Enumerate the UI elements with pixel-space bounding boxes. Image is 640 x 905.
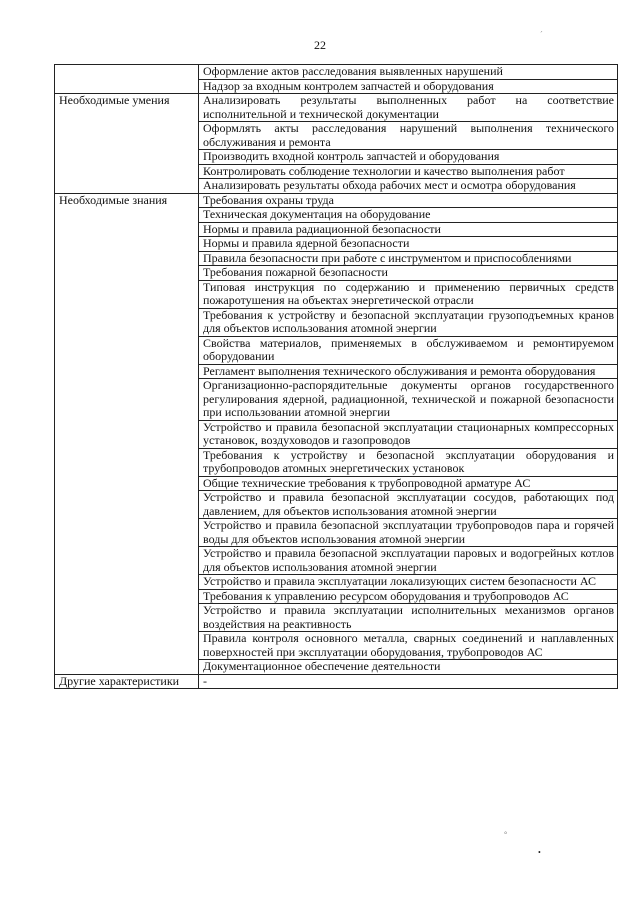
row-category-label: Необходимые умения	[55, 94, 199, 194]
row-item-text: Требования к управлению ресурсом оборудования и трубопроводов АС	[199, 589, 618, 604]
row-item-text: Оформлять акты расследования нарушений выполнения технического обслуживания и ремонта	[199, 122, 618, 150]
row-item-text: Анализировать результаты выполненных работ на соответствие исполнительной и технической документации	[199, 94, 618, 122]
table-row	[55, 65, 618, 80]
table-row	[55, 94, 618, 122]
row-item-text: Устройство и правила эксплуатации локализующих систем безопасности АС	[199, 575, 618, 590]
scan-speck: ´	[540, 30, 543, 39]
row-item-text: Документационное обеспечение деятельности	[199, 660, 618, 675]
row-item-text: Типовая инструкция по содержанию и применению первичных средств пожаротушения на объектах энергетической отрасли	[199, 280, 618, 308]
row-item-text: Устройство и правила эксплуатации исполнительных механизмов органов воздействия на реактивность	[199, 604, 618, 632]
row-item-text: Устройство и правила безопасной эксплуатации паровых и водогрейных котлов для объектов использования атомной энергии	[199, 547, 618, 575]
row-item-text: Требования пожарной безопасности	[199, 266, 618, 281]
row-item-text: -	[199, 674, 618, 689]
page-number: 22	[314, 38, 326, 52]
row-item-text: Нормы и правила радиационной безопасности	[199, 222, 618, 237]
row-item-text: Устройство и правила безопасной эксплуатации сосудов, работающих под давлением, для объектов использования атомной энергии	[199, 491, 618, 519]
row-item-text: Требования охраны труда	[199, 193, 618, 208]
row-item-text: Регламент выполнения технического обслуживания и ремонта оборудования	[199, 364, 618, 379]
row-item-text: Производить входной контроль запчастей и оборудования	[199, 150, 618, 165]
row-item-text: Требования к устройству и безопасной эксплуатации грузоподъемных кранов для объектов использования атомной энергии	[199, 308, 618, 336]
row-item-text: Надзор за входным контролем запчастей и оборудования	[199, 79, 618, 94]
row-item-text: Правила безопасности при работе с инструментом и приспособлениями	[199, 251, 618, 266]
qualification-table-body	[55, 65, 618, 689]
row-item-text: Оформление актов расследования выявленных нарушений	[199, 65, 618, 80]
row-item-text: Устройство и правила безопасной эксплуатации трубопроводов пара и горячей воды для объектов использования атомной энергии	[199, 519, 618, 547]
row-item-text: Свойства материалов, применяемых в обслуживаемом и ремонтируемом оборудовании	[199, 336, 618, 364]
table-row	[55, 193, 618, 208]
table-row	[55, 674, 618, 689]
row-category-label: Другие характеристики	[55, 674, 199, 689]
row-item-text: Анализировать результаты обхода рабочих мест и осмотра оборудования	[199, 179, 618, 194]
row-item-text: Организационно-распорядительные документы органов государственного регулирования ядерной, радиационной, технической и пожарной безопасности при использовании атомной энергии	[199, 379, 618, 421]
scan-speck: °	[504, 830, 508, 839]
row-item-text: Нормы и правила ядерной безопасности	[199, 237, 618, 252]
row-item-text: Общие технические требования к трубопроводной арматуре АС	[199, 476, 618, 491]
row-category-label: Необходимые знания	[55, 193, 199, 674]
row-item-text: Техническая документация на оборудование	[199, 208, 618, 223]
qualification-table	[54, 64, 618, 689]
row-item-text: Требования к устройству и безопасной эксплуатации оборудования и трубопроводов атомных энергетических установок	[199, 448, 618, 476]
row-item-text: Правила контроля основного металла, сварных соединений и наплавленных поверхностей при эксплуатации оборудования, трубопроводов АС	[199, 632, 618, 660]
row-item-text: Контролировать соблюдение технологии и качество выполнения работ	[199, 164, 618, 179]
row-item-text: Устройство и правила безопасной эксплуатации стационарных компрессорных установок, воздуховодов и газопроводов	[199, 420, 618, 448]
scan-speck: •	[538, 848, 541, 857]
row-category-label	[55, 65, 199, 94]
